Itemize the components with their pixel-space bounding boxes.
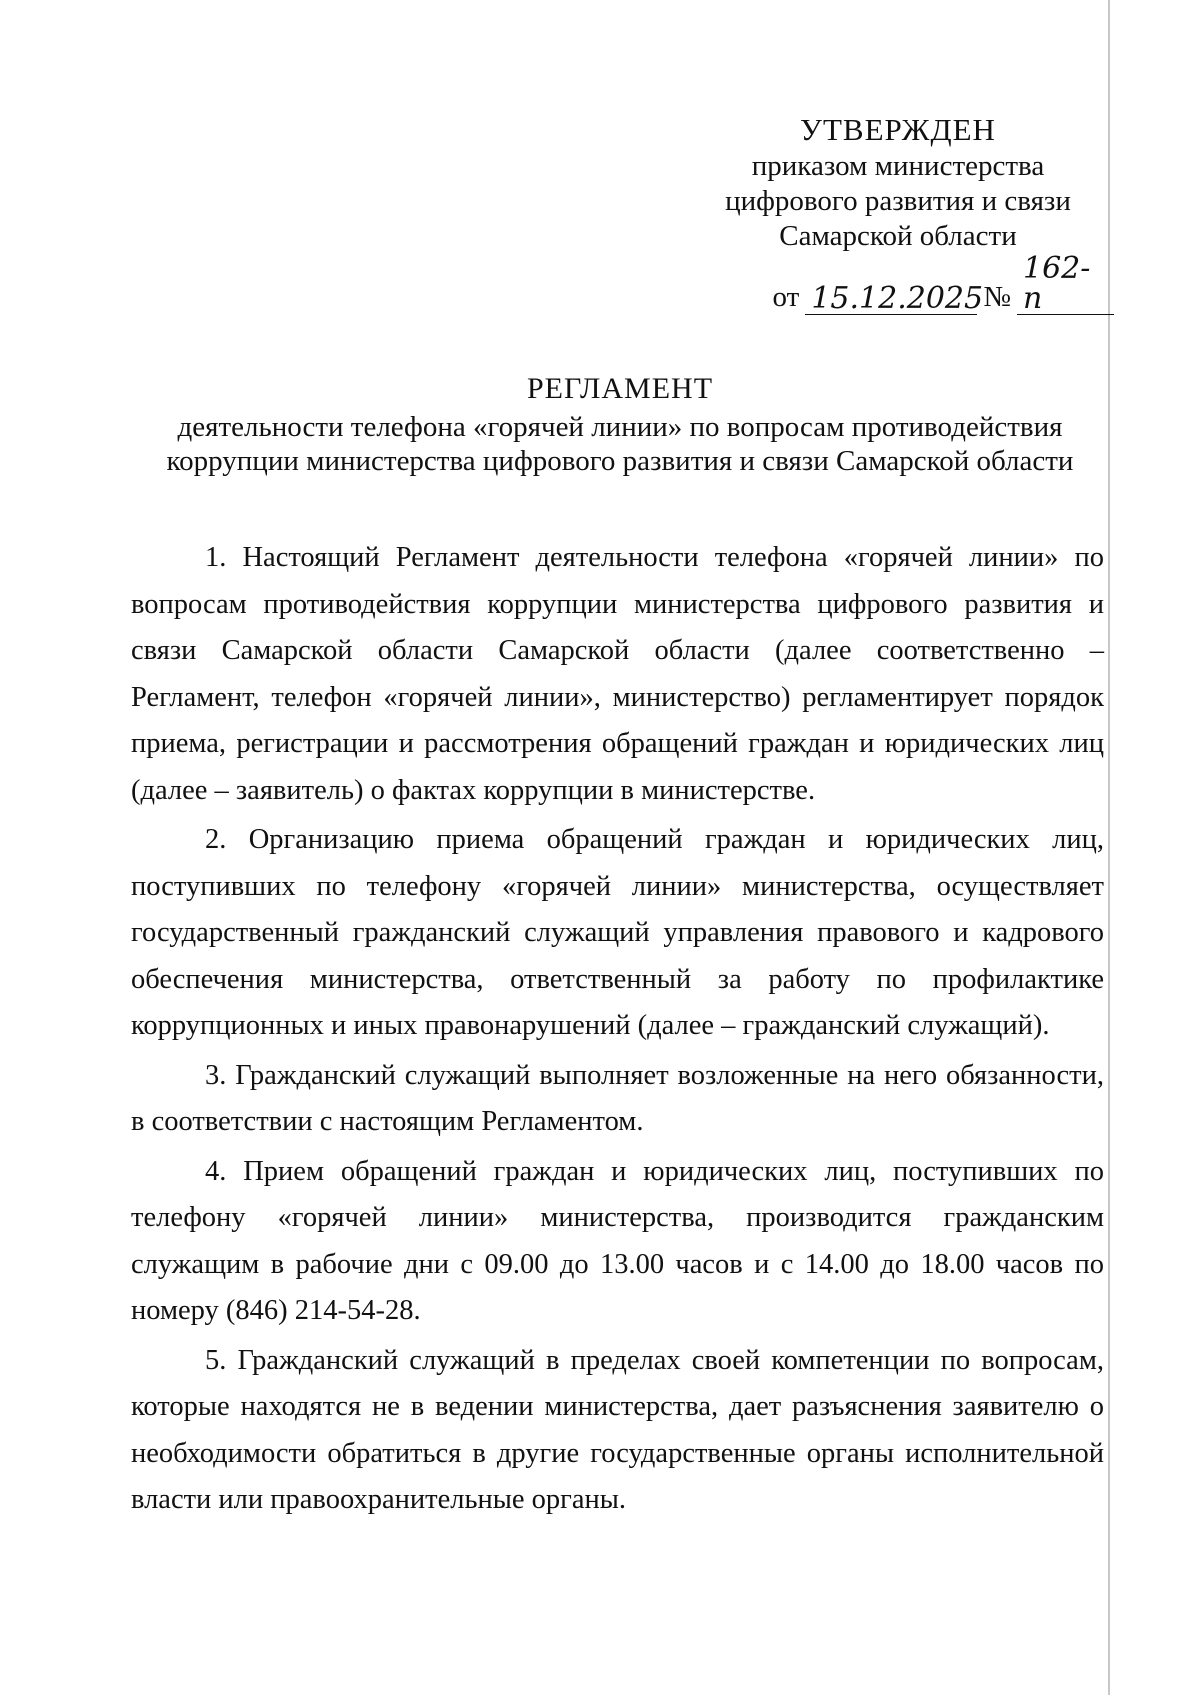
paragraph-5: 5. Гражданский служащий в пределах своей компетенции по вопросам, которые находятся не в ведении министерства, дает разъяснения заявителю о необходимости обратиться в другие государственные органы исполнительной власти или правоохранительные органы. — [131, 1344, 1104, 1515]
document-subtitle-line-1: деятельности телефона «горячей линии» по вопросам противодействия — [177, 411, 1063, 443]
handwritten-number: 162-п — [1017, 254, 1114, 315]
approval-date-number-line — [688, 251, 1114, 316]
document-body — [131, 535, 1104, 1524]
approval-stamp-block — [688, 112, 1108, 315]
approval-line-1: приказом министерства — [751, 150, 1045, 182]
paragraph-4: 4. Прием обращений граждан и юридических лиц, поступивших по телефону «горячей линии» министерства, производится гражданским служащим в рабочие дни с 09.00 до 13.00 часов и с 14.00 до 18.00 часов по номеру (846) 214-54-28. — [131, 1155, 1104, 1326]
document-subtitle-line-2: коррупции министерства цифрового развития и связи Самарской области — [166, 445, 1074, 477]
paragraph-2: 2. Организацию приема обращений граждан и юридических лиц, поступивших по телефону «горячей линии» министерства, осуществляет государственный гражданский служащий управления правового и кадрового обеспечения министерства, ответственный за работу по профилактике коррупционных и иных правонарушений (далее – гражданский служащий). — [131, 824, 1104, 1041]
approval-title: УТВЕРЖДЕН — [800, 112, 996, 147]
number-prefix: № — [983, 281, 1011, 313]
document-heading — [130, 372, 1110, 478]
handwritten-date: 15.12.2025 — [805, 284, 977, 315]
paragraph-3: 3. Гражданский служащий выполняет возложенные на него обязанности, в соответствии с настоящим Регламентом. — [131, 1059, 1104, 1137]
approval-line-2: цифрового развития и связи — [725, 185, 1071, 217]
approval-line-3: Самарской области — [779, 220, 1017, 252]
date-prefix: от — [772, 281, 800, 313]
paragraph-1: 1. Настоящий Регламент деятельности телефона «горячей линии» по вопросам противодействия коррупции министерства цифрового развития и связи Самарской области Самарской области (далее соответственно – Регламент, телефон «горячей линии», министерство) регламентирует порядок приема, регистрации и рассмотрения обращений граждан и юридических лиц (далее – заявитель) о фактах коррупции в министерстве. — [131, 542, 1104, 806]
document-name: РЕГЛАМЕНТ — [526, 372, 714, 405]
